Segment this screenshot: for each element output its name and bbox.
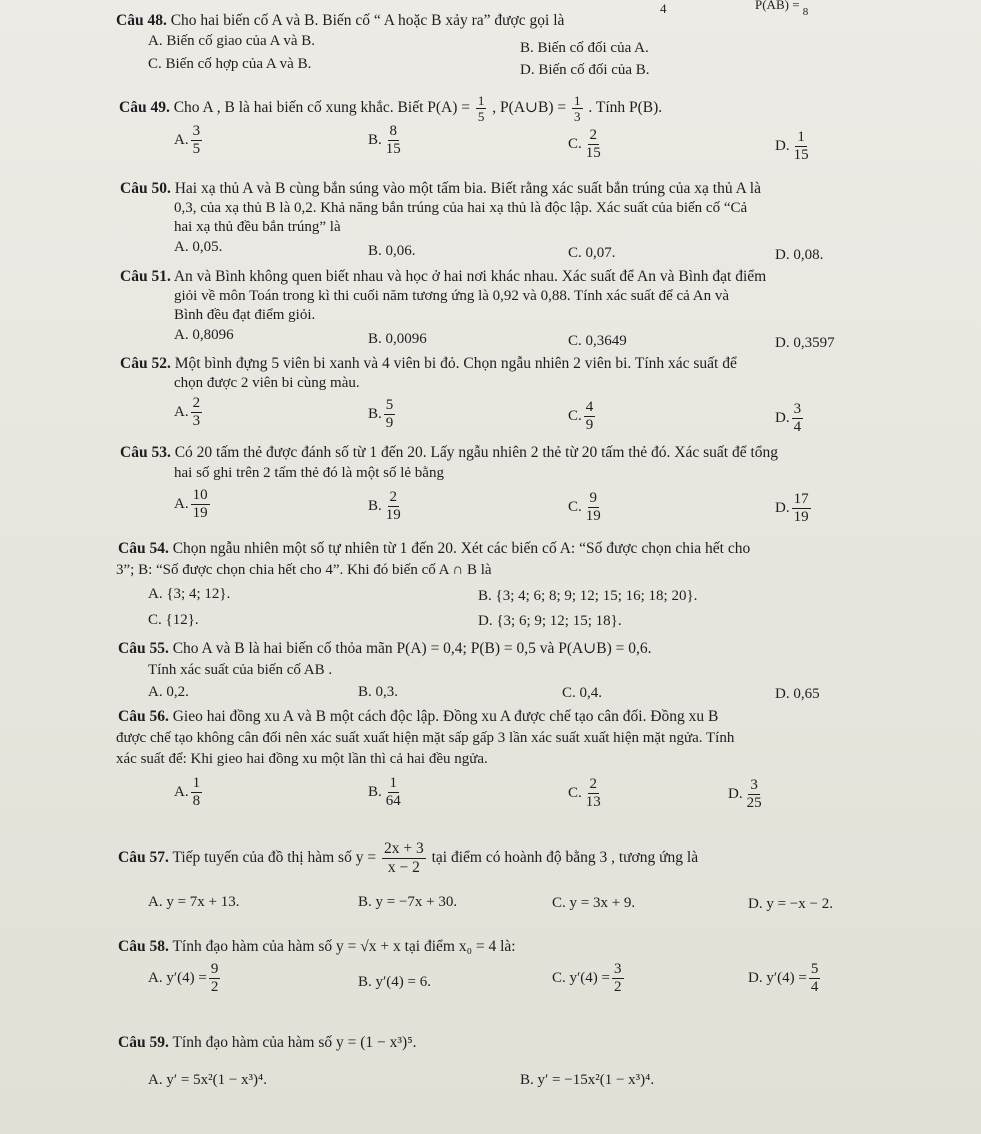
q48-option-d[interactable]: D. Biến cố đối của B. bbox=[520, 62, 650, 78]
q49-b-label: B. bbox=[368, 131, 382, 148]
q52-line-1: Một bình đựng 5 viên bi xanh và 4 viên bi đỏ. Chọn ngẫu nhiên 2 viên bi. Tính xác suất để bbox=[174, 355, 737, 372]
q48-option-c[interactable]: C. Biến cố hợp của A và B. bbox=[148, 56, 312, 72]
q55-option-d[interactable]: D. 0,65 bbox=[775, 686, 820, 702]
q56-d-label: D. bbox=[728, 785, 743, 802]
q53-a-label: A. bbox=[174, 495, 189, 512]
question-56 bbox=[118, 708, 718, 725]
q58-d-fraction bbox=[809, 962, 821, 995]
q58-option-b[interactable]: B. y′(4) = 6. bbox=[358, 974, 431, 990]
q58-label: Câu 58. bbox=[118, 938, 169, 955]
q58-option-c[interactable] bbox=[552, 962, 626, 995]
q52-a-num: 2 bbox=[192, 395, 201, 411]
q58-a-den: 2 bbox=[210, 979, 219, 995]
q49-stem-b: , P(A∪B) = bbox=[492, 99, 567, 116]
q51-option-d[interactable]: D. 0,3597 bbox=[775, 335, 835, 351]
q52-d-den: 4 bbox=[793, 419, 802, 435]
q48-stem: Cho hai biến cố A và B. Biến cố “ A hoặc B xảy ra” được gọi là bbox=[170, 12, 565, 29]
q53-a-den: 19 bbox=[192, 505, 208, 521]
q58-c-num: 3 bbox=[614, 961, 622, 977]
top-right-text: P(AB) = bbox=[755, 0, 803, 12]
q49-pa-num: 1 bbox=[477, 92, 485, 108]
q56-option-a[interactable] bbox=[174, 776, 204, 809]
question-55 bbox=[118, 640, 651, 657]
q58-d-num: 5 bbox=[810, 961, 819, 977]
q53-line-1: Có 20 tấm thẻ được đánh số từ 1 đến 20. Lấy ngẫu nhiên 2 thẻ từ 20 tấm thẻ đó. Xác suất để tổng bbox=[174, 444, 779, 461]
top-fragment: 4 bbox=[660, 1, 667, 16]
question-48 bbox=[116, 12, 564, 29]
q57-stem-b: tại điểm có hoành độ bằng 3 , tương ứng là bbox=[431, 849, 699, 866]
q54-label: Câu 54. bbox=[118, 540, 169, 557]
q55-option-c[interactable]: C. 0,4. bbox=[562, 685, 603, 701]
q52-c-den: 9 bbox=[585, 417, 594, 433]
q49-a-label: A. bbox=[174, 131, 189, 148]
q51-label: Câu 51. bbox=[120, 268, 171, 285]
q52-b-label: B. bbox=[368, 405, 382, 422]
q49-stem-a: Cho A , B là hai biến cố xung khắc. Biết P(A) = bbox=[173, 99, 471, 116]
q50-option-d[interactable]: D. 0,08. bbox=[775, 247, 824, 263]
q49-c-label: C. bbox=[568, 135, 582, 152]
q52-b-den: 9 bbox=[385, 415, 394, 431]
q49-d-num: 1 bbox=[797, 129, 805, 145]
q57-label: Câu 57. bbox=[118, 849, 169, 866]
q56-d-den: 25 bbox=[746, 795, 762, 811]
q59-option-a[interactable]: A. y′ = 5x²(1 − x³)⁴. bbox=[148, 1072, 267, 1088]
q56-b-num: 1 bbox=[389, 775, 398, 791]
q50-line-3: hai xạ thủ đều bắn trúng” là bbox=[174, 219, 341, 235]
q53-d-label: D. bbox=[775, 499, 790, 516]
q54-option-d[interactable]: D. {3; 6; 9; 12; 15; 18}. bbox=[478, 613, 622, 629]
q49-b-num: 8 bbox=[389, 123, 398, 139]
q58-a-label: A. y′(4) = bbox=[148, 969, 207, 986]
q49-b-fraction bbox=[384, 124, 403, 157]
q58-c-den: 2 bbox=[614, 979, 622, 995]
q50-line-1: Hai xạ thủ A và B cùng bắn súng vào một tấm bia. Biết rằng xác suất bắn trúng của xạ thủ A là bbox=[174, 180, 761, 197]
q52-c-fraction bbox=[584, 400, 596, 433]
q52-a-fraction bbox=[191, 396, 203, 429]
q49-a-num: 3 bbox=[192, 123, 201, 139]
q55-line-1: Cho A và B là hai biến cố thỏa mãn P(A) = 0,4; P(B) = 0,5 và P(A∪B) = 0,6. bbox=[172, 640, 652, 657]
question-54 bbox=[118, 540, 750, 557]
q51-option-c[interactable]: C. 0,3649 bbox=[568, 333, 627, 349]
q49-option-c[interactable] bbox=[568, 128, 605, 161]
q52-d-label: D. bbox=[775, 409, 790, 426]
q49-b-den: 15 bbox=[385, 141, 401, 157]
question-58 bbox=[118, 938, 516, 955]
q59-option-b[interactable]: B. y′ = −15x²(1 − x³)⁴. bbox=[520, 1072, 655, 1088]
q53-c-label: C. bbox=[568, 498, 582, 515]
q52-b-fraction bbox=[384, 398, 396, 431]
q52-a-label: A. bbox=[174, 403, 189, 420]
q50-option-b[interactable]: B. 0,06. bbox=[368, 243, 416, 259]
question-51 bbox=[120, 268, 766, 285]
q56-b-fraction bbox=[384, 776, 403, 809]
q53-c-den: 19 bbox=[585, 508, 601, 524]
q57-fn-num: 2x + 3 bbox=[383, 840, 424, 858]
q53-a-fraction bbox=[191, 488, 210, 521]
q56-b-label: B. bbox=[368, 783, 382, 800]
q49-option-a[interactable] bbox=[174, 124, 204, 157]
question-49 bbox=[119, 90, 662, 126]
q58-a-fraction bbox=[209, 962, 221, 995]
q56-d-fraction bbox=[745, 778, 764, 811]
q53-option-d[interactable] bbox=[775, 492, 813, 525]
q57-option-d[interactable]: D. y = −x − 2. bbox=[748, 896, 833, 912]
q51-line-1: An và Bình không quen biết nhau và học ở hai nơi khác nhau. Xác suất để An và Bình đạt điểm bbox=[173, 268, 767, 285]
q52-c-label: C. bbox=[568, 407, 582, 424]
q52-c-num: 4 bbox=[585, 399, 594, 415]
q56-option-d[interactable] bbox=[728, 778, 766, 811]
q52-d-fraction bbox=[792, 402, 804, 435]
q49-c-den: 15 bbox=[585, 145, 601, 161]
q54-option-a[interactable]: A. {3; 4; 12}. bbox=[148, 586, 231, 602]
q49-d-fraction bbox=[792, 130, 811, 163]
q56-c-num: 2 bbox=[589, 776, 598, 792]
q50-option-a[interactable]: A. 0,05. bbox=[174, 239, 223, 255]
q52-label: Câu 52. bbox=[120, 355, 171, 372]
q58-a-num: 9 bbox=[210, 961, 219, 977]
q55-option-b[interactable]: B. 0,3. bbox=[358, 684, 399, 700]
q56-line-1: Gieo hai đồng xu A và B một cách độc lập. Đồng xu A được chế tạo cân đối. Đồng xu B bbox=[172, 708, 719, 725]
q53-option-c[interactable] bbox=[568, 491, 605, 524]
q48-option-b[interactable]: B. Biến cố đối của A. bbox=[520, 40, 649, 56]
q58-option-a[interactable] bbox=[148, 962, 222, 995]
q49-d-label: D. bbox=[775, 137, 790, 154]
q49-option-d[interactable] bbox=[775, 130, 813, 163]
q53-line-2: hai số ghi trên 2 tấm thẻ đó là một số lẻ bằng bbox=[174, 465, 444, 481]
q57-option-c[interactable]: C. y = 3x + 9. bbox=[552, 895, 636, 911]
q52-option-a[interactable] bbox=[174, 396, 204, 429]
q49-a-den: 5 bbox=[192, 141, 201, 157]
q48-option-a[interactable]: A. Biến cố giao của A và B. bbox=[148, 33, 316, 49]
q58-stem: Tính đạo hàm của hàm số y = √x + x tại điểm x₀ = 4 là: bbox=[172, 938, 516, 955]
q52-d-num: 3 bbox=[793, 401, 802, 417]
q59-label: Câu 59. bbox=[118, 1034, 169, 1051]
q55-line-2: Tính xác suất của biến cố AB . bbox=[148, 662, 333, 678]
q56-option-b[interactable] bbox=[368, 776, 405, 809]
question-53 bbox=[120, 444, 778, 461]
q51-line-3: Bình đều đạt điểm giỏi. bbox=[174, 307, 316, 323]
q49-c-num: 2 bbox=[589, 127, 598, 143]
q58-d-label: D. y′(4) = bbox=[748, 969, 807, 986]
q54-line-1: Chọn ngẫu nhiên một số tự nhiên từ 1 đến 20. Xét các biến cố A: “Số được chọn chia hết cho bbox=[172, 540, 751, 557]
q53-d-fraction bbox=[792, 492, 811, 525]
question-57 bbox=[118, 838, 698, 878]
q53-a-num: 10 bbox=[192, 487, 208, 503]
q56-line-3: xác suất để: Khi gieo hai đồng xu một lần thì cả hai đều ngửa. bbox=[116, 751, 488, 767]
q49-c-fraction bbox=[584, 128, 603, 161]
top-right-den: 8 bbox=[802, 6, 809, 18]
q53-c-num: 9 bbox=[589, 490, 598, 506]
question-50 bbox=[120, 180, 761, 197]
q57-fn-den: x − 2 bbox=[387, 858, 420, 876]
q52-a-den: 3 bbox=[192, 413, 201, 429]
q53-option-b[interactable] bbox=[368, 490, 405, 523]
q51-option-b[interactable]: B. 0,0096 bbox=[368, 331, 427, 347]
q57-option-b[interactable]: B. y = −7x + 30. bbox=[358, 894, 458, 910]
q56-a-num: 1 bbox=[192, 775, 201, 791]
q53-b-num: 2 bbox=[389, 489, 398, 505]
q52-option-d[interactable] bbox=[775, 402, 805, 435]
q54-line-2: 3”; B: “Số được chọn chia hết cho 4”. Khi đó biến cố A ∩ B là bbox=[116, 562, 492, 578]
q49-pa-fraction bbox=[476, 94, 487, 123]
q55-label: Câu 55. bbox=[118, 640, 169, 657]
q48-label: Câu 48. bbox=[116, 12, 167, 29]
q58-d-den: 4 bbox=[810, 979, 819, 995]
q49-pab-den: 3 bbox=[574, 108, 581, 124]
q56-a-fraction bbox=[191, 776, 203, 809]
q49-stem-c: . Tính P(B). bbox=[588, 99, 663, 116]
q57-function-fraction bbox=[382, 841, 426, 875]
q56-c-label: C. bbox=[568, 784, 582, 801]
q57-option-a[interactable]: A. y = 7x + 13. bbox=[148, 894, 240, 910]
q52-option-b[interactable] bbox=[368, 398, 397, 431]
q53-d-num: 17 bbox=[793, 491, 809, 507]
q50-option-c[interactable]: C. 0,07. bbox=[568, 245, 616, 261]
q49-pab-fraction bbox=[572, 94, 583, 123]
q53-option-a[interactable] bbox=[174, 488, 212, 521]
q58-option-d[interactable] bbox=[748, 962, 822, 995]
q53-label: Câu 53. bbox=[120, 444, 171, 461]
top-right-formula bbox=[755, 0, 809, 18]
q56-a-den: 8 bbox=[192, 793, 201, 809]
q53-d-den: 19 bbox=[793, 509, 809, 525]
question-52 bbox=[120, 355, 737, 372]
q56-label: Câu 56. bbox=[118, 708, 169, 725]
q56-line-2: được chế tạo không cân đối nên xác suất xuất hiện mặt sấp gấp 3 lần xác suất xuất hiện mặt ngửa. Tính bbox=[116, 730, 735, 746]
q56-c-fraction bbox=[584, 777, 603, 810]
q53-b-fraction bbox=[384, 490, 403, 523]
q49-d-den: 15 bbox=[793, 147, 809, 163]
q56-d-num: 3 bbox=[750, 777, 758, 793]
q52-option-c[interactable] bbox=[568, 400, 597, 433]
q58-c-fraction bbox=[612, 962, 624, 995]
q55-option-a[interactable]: A. 0,2. bbox=[148, 684, 189, 700]
q49-pa-den: 5 bbox=[477, 108, 485, 124]
q53-b-den: 19 bbox=[385, 507, 401, 523]
q50-label: Câu 50. bbox=[120, 180, 171, 197]
q54-option-c[interactable]: C. {12}. bbox=[148, 612, 199, 628]
q52-line-2: chọn được 2 viên bi cùng màu. bbox=[174, 375, 360, 391]
question-59 bbox=[118, 1034, 417, 1051]
q49-option-b[interactable] bbox=[368, 124, 405, 157]
q51-option-a[interactable]: A. 0,8096 bbox=[174, 327, 234, 343]
q56-option-c[interactable] bbox=[568, 777, 605, 810]
q53-c-fraction bbox=[584, 491, 603, 524]
q49-pab-num: 1 bbox=[574, 92, 581, 108]
q49-a-fraction bbox=[191, 124, 203, 157]
q56-c-den: 13 bbox=[585, 794, 601, 810]
q56-b-den: 64 bbox=[385, 793, 401, 809]
q56-a-label: A. bbox=[174, 783, 189, 800]
q50-line-2: 0,3, của xạ thủ B là 0,2. Khả năng bắn trúng của hai xạ thủ là độc lập. Xác suất của biến cố “Cả bbox=[174, 200, 748, 216]
q52-b-num: 5 bbox=[385, 397, 394, 413]
q58-c-label: C. y′(4) = bbox=[552, 969, 610, 986]
q49-label: Câu 49. bbox=[119, 99, 170, 116]
q59-stem: Tính đạo hàm của hàm số y = (1 − x³)⁵. bbox=[172, 1034, 417, 1051]
q51-line-2: giỏi về môn Toán trong kì thi cuối năm tương ứng là 0,92 và 0,88. Tính xác suất để cả An và bbox=[174, 288, 729, 304]
q57-stem-a: Tiếp tuyến của đồ thị hàm số y = bbox=[172, 849, 377, 866]
q53-b-label: B. bbox=[368, 497, 382, 514]
q54-option-b[interactable]: B. {3; 4; 6; 8; 9; 12; 15; 16; 18; 20}. bbox=[478, 588, 698, 604]
